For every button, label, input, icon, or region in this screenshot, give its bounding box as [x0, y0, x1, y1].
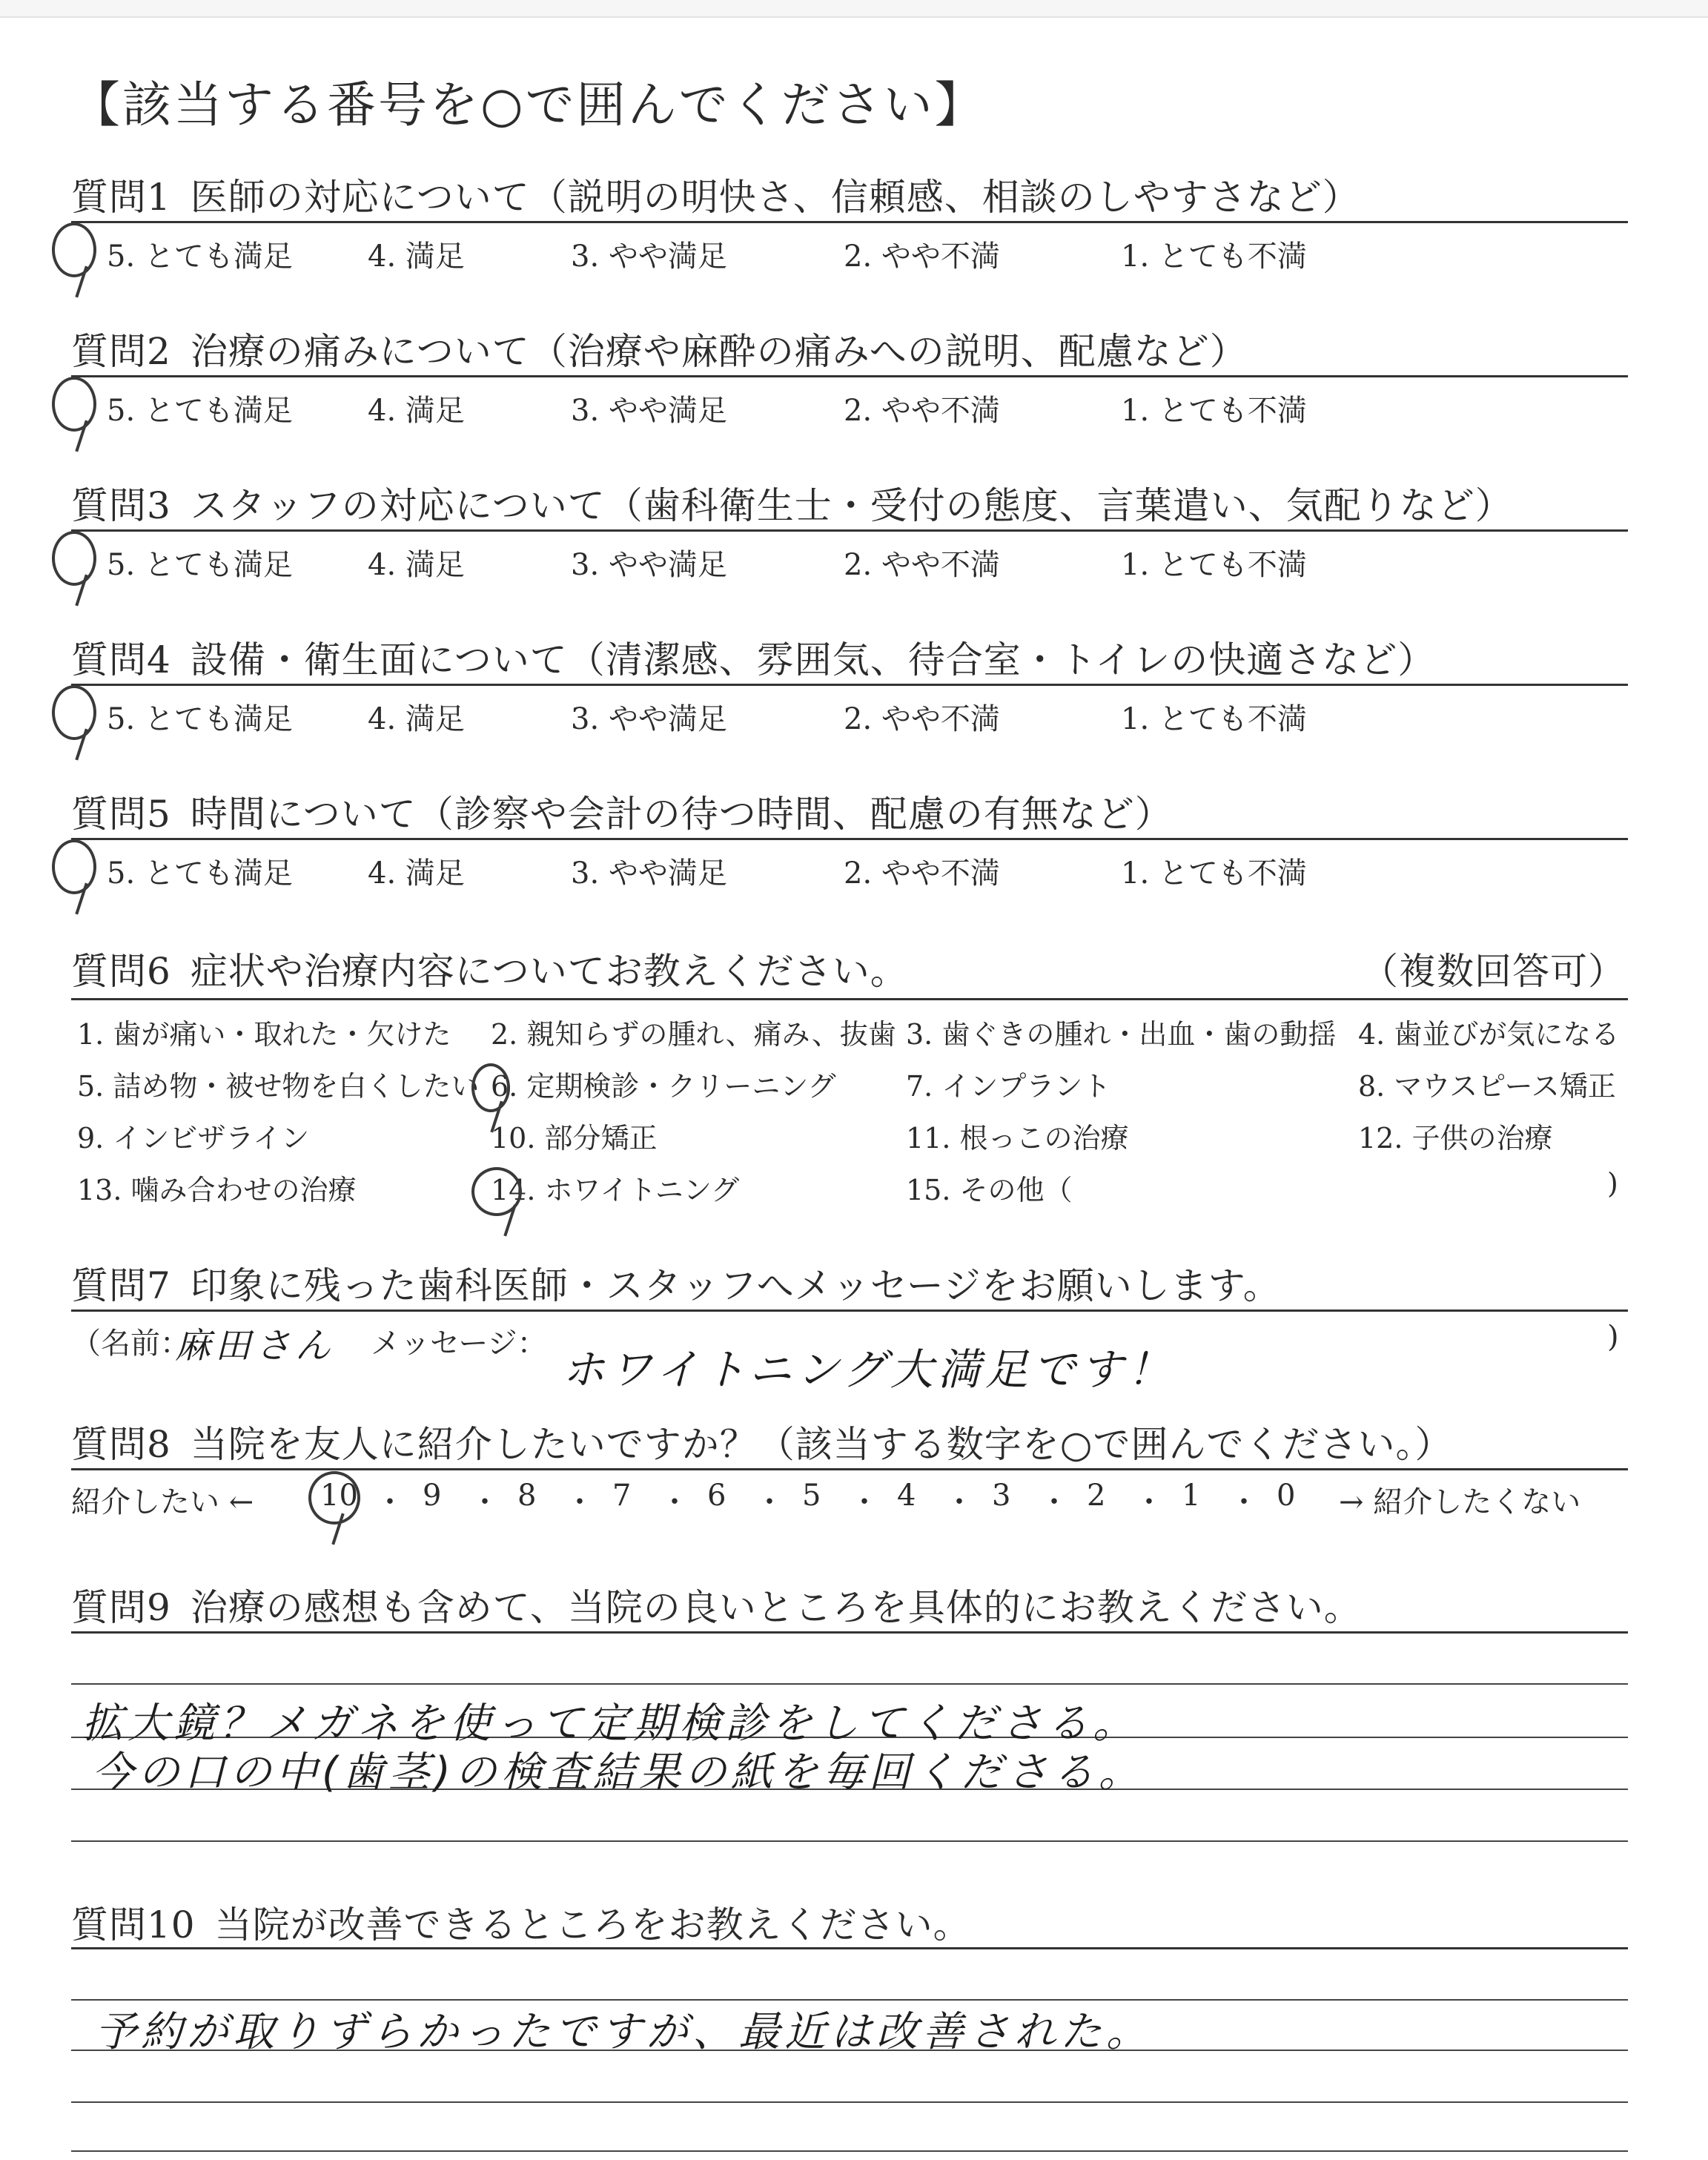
q6-item-1[interactable]: 1. 歯が痛い・取れた・欠けた — [77, 1018, 451, 1051]
q8-scale-5[interactable]: 5 — [802, 1479, 821, 1513]
q6-item-6[interactable]: 6. 定期検診・クリーニング — [491, 1070, 836, 1103]
q6-item-7[interactable]: 7. インプラント — [906, 1070, 1111, 1103]
q1-option-1[interactable]: 1. とても不満 — [1121, 240, 1307, 274]
q5-circle-mark — [52, 839, 96, 894]
q6-item-5[interactable]: 5. 詰め物・被せ物を白くしたい — [77, 1070, 480, 1103]
q6-circle-mark-6 — [471, 1063, 510, 1112]
q5-rule — [71, 838, 1628, 840]
q4-title — [71, 630, 1435, 684]
q10-text: 当院が改善できるところをお教えください。 — [214, 1903, 971, 1946]
q10-answer-line-3 — [71, 2101, 1628, 2103]
q1-circle-mark — [52, 222, 96, 277]
q8-scale-1[interactable]: 1 — [1182, 1479, 1201, 1513]
q7-rule — [71, 1309, 1628, 1312]
q7-number: 質問7 — [71, 1264, 171, 1307]
q4-option-2[interactable]: 2. やや不満 — [844, 702, 1000, 736]
q2-option-2[interactable]: 2. やや不満 — [844, 394, 1000, 428]
q6-item-2[interactable]: 2. 親知らずの腫れ、痛み、抜歯 — [491, 1018, 896, 1051]
q6-item-15[interactable]: 15. その他（ — [906, 1174, 1073, 1206]
q2-option-4[interactable]: 4. 満足 — [368, 394, 465, 428]
q2-title — [71, 322, 1248, 375]
q9-answer-handwritten-2: 今の口の中(歯茎)の検査結果の紙を毎回くださる。 — [92, 1748, 1145, 1797]
q6-item-3[interactable]: 3. 歯ぐきの腫れ・出血・歯の動揺 — [906, 1018, 1337, 1051]
q7-name-label: （名前： — [71, 1327, 190, 1361]
q1-option-3[interactable]: 3. やや満足 — [571, 240, 727, 274]
q8-scale-separator: ・ — [755, 1485, 784, 1519]
q4-text: 設備・衛生面について（清潔感、雰囲気、待合室・トイレの快適さなど） — [190, 638, 1436, 681]
q4-number: 質問4 — [71, 638, 171, 681]
q5-option-4[interactable]: 4. 満足 — [368, 856, 465, 891]
q8-scale-7[interactable]: 7 — [612, 1479, 632, 1513]
q8-left-label: 紹介したい ← — [71, 1485, 254, 1519]
q8-scale-separator: ・ — [660, 1485, 689, 1519]
q8-scale-separator: ・ — [1229, 1485, 1259, 1519]
q3-option-1[interactable]: 1. とても不満 — [1121, 548, 1307, 582]
q3-option-4[interactable]: 4. 満足 — [368, 548, 465, 582]
q9-number: 質問9 — [71, 1586, 171, 1629]
q2-rule — [71, 375, 1628, 377]
q5-title — [71, 785, 1173, 838]
q5-option-2[interactable]: 2. やや不満 — [844, 856, 1000, 891]
q1-number: 質問1 — [71, 176, 171, 219]
scan-top-edge — [0, 0, 1708, 18]
q6-number: 質問6 — [71, 950, 171, 993]
q6-text: 症状や治療内容についてお教えください。 — [190, 950, 908, 993]
q7-message-handwritten: ホワイトニング大満足です！ — [562, 1344, 1175, 1395]
q5-text: 時間について（診察や会計の待つ時間、配慮の有無など） — [190, 793, 1173, 836]
q8-number: 質問8 — [71, 1423, 171, 1466]
q7-title — [71, 1256, 1281, 1309]
q6-close-paren: ) — [1607, 1167, 1618, 1200]
q8-scale-separator: ・ — [850, 1485, 879, 1519]
q3-circle-mark — [52, 531, 96, 586]
q10-answer-handwritten-1: 予約が取りずらかったですが、最近は改善された。 — [95, 2008, 1152, 2056]
q1-text: 医師の対応について（説明の明快さ、信頼感、相談のしやすさなど） — [190, 176, 1360, 219]
q5-option-1[interactable]: 1. とても不満 — [1121, 856, 1307, 891]
q6-item-12[interactable]: 12. 子供の治療 — [1358, 1122, 1553, 1155]
q6-item-14[interactable]: 14. ホワイトニング — [491, 1174, 740, 1206]
q8-scale-4[interactable]: 4 — [897, 1479, 916, 1513]
page-title: 【該当する番号を○で囲んでください】 — [71, 76, 986, 133]
q4-option-3[interactable]: 3. やや満足 — [571, 702, 727, 736]
q8-rule — [71, 1468, 1628, 1470]
q9-answer-handwritten-1: 拡大鏡？メガネを使って定期検診をしてくださる。 — [82, 1700, 1139, 1748]
q2-circle-mark — [52, 377, 96, 432]
q8-scale-2[interactable]: 2 — [1087, 1479, 1106, 1513]
q3-option-5[interactable]: 5. とても満足 — [107, 548, 293, 582]
q8-scale-6[interactable]: 6 — [707, 1479, 726, 1513]
q6-item-9[interactable]: 9. インビザライン — [77, 1122, 310, 1155]
q7-close-paren: ) — [1607, 1320, 1619, 1354]
q10-number: 質問10 — [71, 1903, 196, 1946]
q5-option-3[interactable]: 3. やや満足 — [571, 856, 727, 891]
q10-title — [71, 1895, 971, 1949]
q8-right-label: → 紹介したくない — [1339, 1485, 1581, 1519]
q5-option-5[interactable]: 5. とても満足 — [107, 856, 293, 891]
q2-option-1[interactable]: 1. とても不満 — [1121, 394, 1307, 428]
q3-title — [71, 476, 1513, 529]
q10-answer-line-4 — [71, 2150, 1628, 2152]
q3-option-2[interactable]: 2. やや不満 — [844, 548, 1000, 582]
q8-scale-separator: ・ — [470, 1485, 500, 1519]
q6-title — [71, 942, 908, 995]
q2-number: 質問2 — [71, 330, 171, 373]
q8-circle-mark — [308, 1471, 360, 1525]
q8-scale-0[interactable]: 0 — [1277, 1479, 1296, 1513]
q2-option-5[interactable]: 5. とても満足 — [107, 394, 293, 428]
q9-title — [71, 1578, 1362, 1631]
q6-item-8[interactable]: 8. マウスピース矯正 — [1358, 1070, 1616, 1103]
q3-number: 質問3 — [71, 484, 171, 527]
q8-scale-3[interactable]: 3 — [992, 1479, 1011, 1513]
q8-scale-8[interactable]: 8 — [517, 1479, 537, 1513]
q8-scale-separator: ・ — [1039, 1485, 1069, 1519]
q4-option-1[interactable]: 1. とても不満 — [1121, 702, 1307, 736]
q6-rule — [71, 998, 1628, 1000]
q4-option-5[interactable]: 5. とても満足 — [107, 702, 293, 736]
q9-answer-line-1 — [71, 1683, 1628, 1685]
q4-rule — [71, 684, 1628, 686]
q8-scale-separator: ・ — [1134, 1485, 1164, 1519]
q3-rule — [71, 529, 1628, 532]
q8-title — [71, 1415, 1452, 1468]
q2-option-3[interactable]: 3. やや満足 — [571, 394, 727, 428]
q6-note: （複数回答可） — [1361, 950, 1626, 993]
q9-text: 治療の感想も含めて、当院の良いところを具体的にお教えください。 — [190, 1586, 1362, 1629]
q5-number: 質問5 — [71, 793, 171, 836]
q3-text: スタッフの対応について（歯科衛生士・受付の態度、言葉遣い、気配りなど） — [190, 484, 1513, 527]
q6-item-13[interactable]: 13. 噛み合わせの治療 — [77, 1174, 357, 1206]
q8-scale-10[interactable]: 10 — [320, 1479, 358, 1513]
q1-option-5[interactable]: 5. とても満足 — [107, 240, 293, 274]
q10-rule — [71, 1947, 1628, 1949]
q6-item-10[interactable]: 10. 部分矯正 — [491, 1122, 658, 1155]
q7-text: 印象に残った歯科医師・スタッフへメッセージをお願いします。 — [190, 1264, 1281, 1307]
q7-name-handwritten: 麻田さん — [175, 1325, 336, 1367]
q8-text: 当院を友人に紹介したいですか？（該当する数字を○で囲んでください。） — [190, 1423, 1453, 1466]
q1-option-4[interactable]: 4. 満足 — [368, 240, 465, 274]
q3-option-3[interactable]: 3. やや満足 — [571, 548, 727, 582]
q8-scale-separator: ・ — [565, 1485, 595, 1519]
q4-circle-mark — [52, 685, 96, 740]
q9-rule — [71, 1631, 1628, 1634]
q1-option-2[interactable]: 2. やや不満 — [844, 240, 1000, 274]
q8-scale-separator: ・ — [944, 1485, 974, 1519]
q6-item-4[interactable]: 4. 歯並びが気になる — [1358, 1018, 1620, 1051]
q1-title — [71, 168, 1360, 221]
q6-item-11[interactable]: 11. 根っこの治療 — [906, 1122, 1129, 1155]
q8-scale-9[interactable]: 9 — [423, 1479, 442, 1513]
q8-scale-separator: ・ — [375, 1485, 405, 1519]
q4-option-4[interactable]: 4. 満足 — [368, 702, 465, 736]
q7-message-label: メッセージ： — [371, 1327, 547, 1361]
q2-text: 治療の痛みについて（治療や麻酔の痛みへの説明、配慮など） — [190, 330, 1248, 373]
q9-answer-line-4 — [71, 1840, 1628, 1842]
q1-rule — [71, 221, 1628, 223]
